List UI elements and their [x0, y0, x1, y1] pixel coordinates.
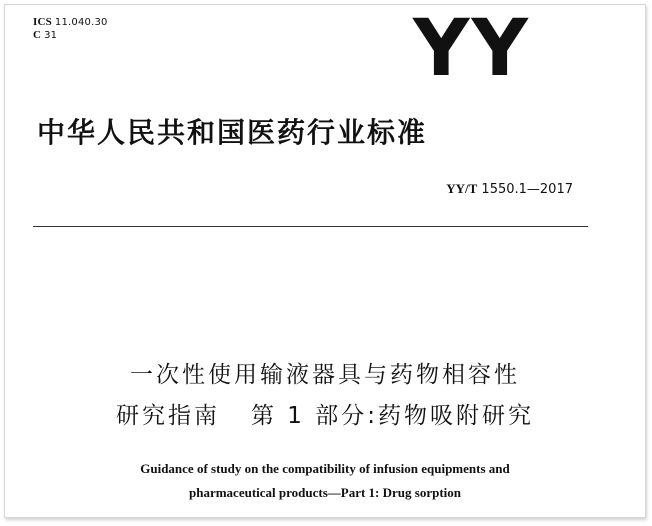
standard-category-title: 中华人民共和国医药行业标准 — [37, 116, 428, 149]
english-title-line-1: Guidance of study on the compatibility of infusion equipments and — [140, 461, 510, 476]
classification-codes — [33, 16, 108, 42]
yy-logo: YY — [413, 4, 530, 94]
ics-label: ICS — [33, 16, 52, 28]
header-divider — [33, 226, 588, 227]
chinese-title-line-2: 研究指南 第 1 部分:药物吸附研究 — [116, 403, 534, 429]
ccs-label: C — [33, 29, 42, 41]
ics-value: 11.040.30 — [54, 17, 108, 28]
english-title-line-2: pharmaceutical products—Part 1: Drug sorption — [188, 485, 462, 500]
standard-number — [446, 181, 573, 198]
ccs-code — [33, 29, 108, 42]
chinese-title-line-1: 一次性使用输液器具与药物相容性 — [130, 362, 520, 388]
ccs-value: 31 — [44, 30, 58, 41]
ics-code — [33, 16, 108, 29]
standard-number-prefix: YY/T — [446, 181, 478, 196]
standard-number-value: 1550.1—2017 — [481, 182, 573, 197]
document-page — [4, 4, 646, 518]
